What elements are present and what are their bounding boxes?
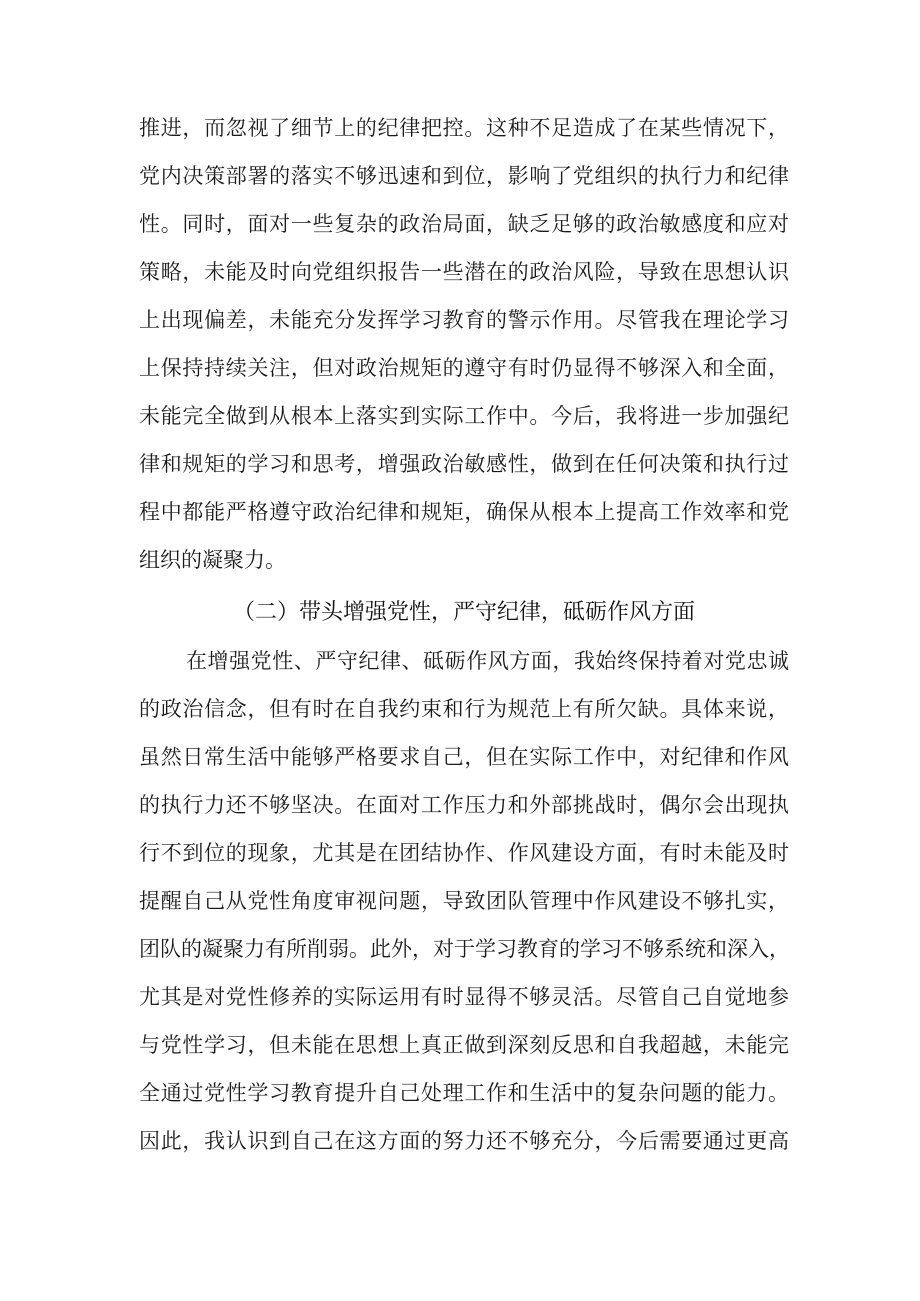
paragraph-line: 因此，我认识到自己在这方面的努力还不够充分，今后需要通过更高 xyxy=(139,1129,789,1153)
paragraph-line: 策略，未能及时向党组织报告一些潜在的政治风险，导致在思想认识 xyxy=(139,260,789,284)
paragraph-line: 与党性学习，但未能在思想上真正做到深刻反思和自我超越，未能完 xyxy=(139,1033,789,1057)
paragraph-line: 提醒自己从党性角度审视问题，导致团队管理中作风建设不够扎实， xyxy=(139,889,789,913)
paragraph-line: 律和规矩的学习和思考，增强政治敏感性，做到在任何决策和执行过 xyxy=(139,452,789,476)
paragraph-line: 在增强党性、严守纪律、砥砺作风方面，我始终保持着对党忠诚 xyxy=(186,649,789,673)
paragraph-line: 程中都能严格遵守政治纪律和规矩，确保从根本上提高工作效率和党 xyxy=(139,500,789,524)
paragraph-line: 未能完全做到从根本上落实到实际工作中。今后，我将进一步加强纪 xyxy=(139,404,789,428)
paragraph-line: 尤其是对党性修养的实际运用有时显得不够灵活。尽管自己自觉地参 xyxy=(139,985,789,1009)
paragraph-line: 行不到位的现象，尤其是在团结协作、作风建设方面，有时未能及时 xyxy=(139,841,789,865)
paragraph-line: 团队的凝聚力有所削弱。此外，对于学习教育的学习不够系统和深入， xyxy=(139,937,790,961)
paragraph-line: 的政治信念，但有时在自我约束和行为规范上有所欠缺。具体来说， xyxy=(139,697,789,721)
paragraph-line: 推进，而忽视了细节上的纪律把控。这种不足造成了在某些情况下， xyxy=(139,116,789,140)
paragraph-line: 全通过党性学习教育提升自己处理工作和生活中的复杂问题的能力。 xyxy=(139,1081,789,1105)
section-heading: （二）带头增强党性，严守纪律，砥砺作风方面 xyxy=(232,600,695,625)
paragraph-line: 性。同时，面对一些复杂的政治局面，缺乏足够的政治敏感度和应对 xyxy=(139,212,789,236)
paragraph-line: 上保持持续关注，但对政治规矩的遵守有时仍显得不够深入和全面， xyxy=(139,356,789,380)
paragraph-line: 虽然日常生活中能够严格要求自己，但在实际工作中，对纪律和作风 xyxy=(139,745,789,769)
paragraph-line: 组织的凝聚力。 xyxy=(139,548,286,572)
paragraph-line: 上出现偏差，未能充分发挥学习教育的警示作用。尽管我在理论学习 xyxy=(139,308,789,332)
paragraph-line: 的执行力还不够坚决。在面对工作压力和外部挑战时，偶尔会出现执 xyxy=(139,793,789,817)
paragraph-line: 党内决策部署的落实不够迅速和到位，影响了党组织的执行力和纪律 xyxy=(139,164,789,188)
